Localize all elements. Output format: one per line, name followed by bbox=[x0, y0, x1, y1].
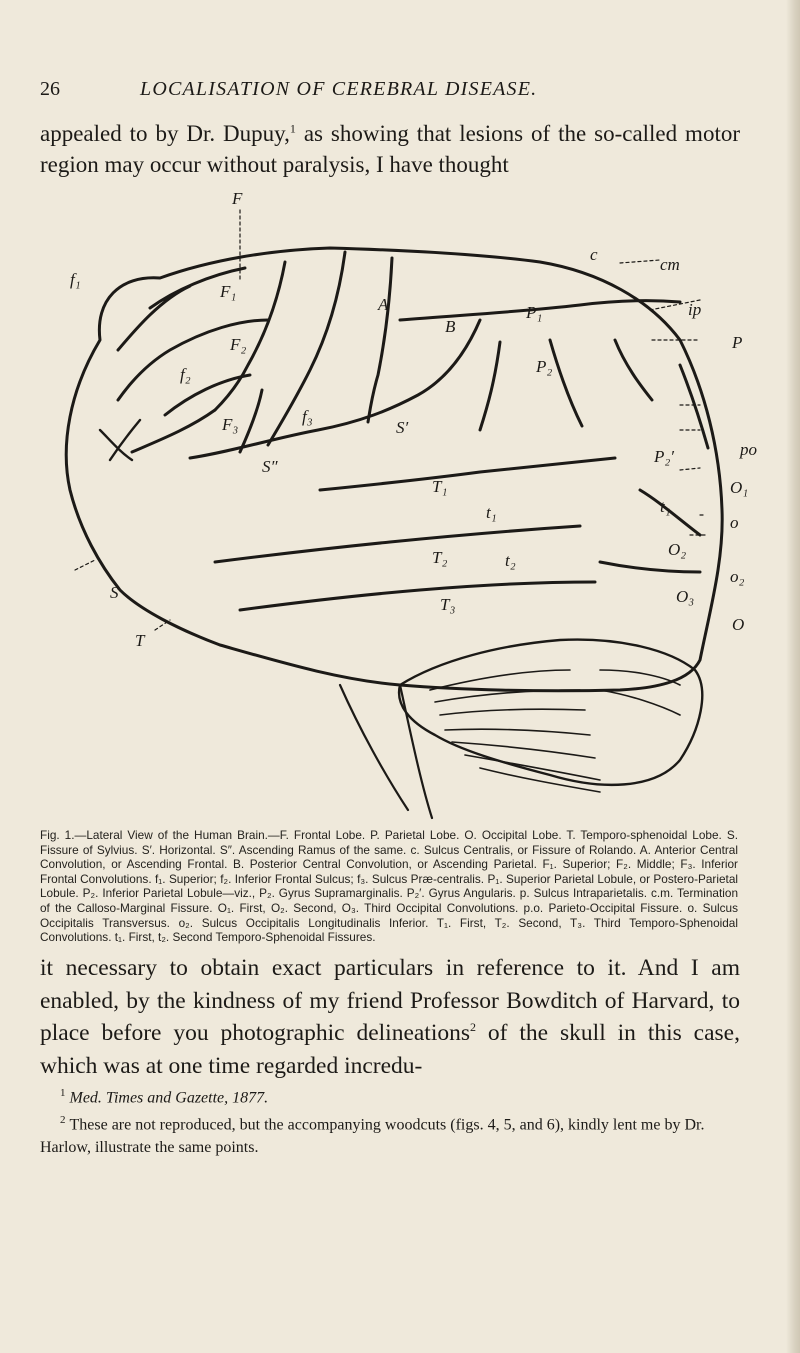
label-F1: F₁ bbox=[220, 282, 237, 301]
label-T1: T₁ bbox=[432, 477, 448, 496]
label-O: O bbox=[732, 615, 745, 634]
footnote-1 bbox=[40, 1082, 740, 1109]
brain-outline bbox=[66, 248, 722, 691]
frontal-branch bbox=[100, 420, 140, 460]
brain-figure bbox=[40, 190, 770, 830]
first-temporal-fissure bbox=[320, 458, 615, 490]
footnote-1-text: Med. Times and Gazette, 1877. bbox=[69, 1089, 269, 1107]
page-edge bbox=[786, 0, 800, 1353]
footnote-ref-1: 1 bbox=[289, 121, 296, 136]
label-B: B bbox=[445, 317, 456, 336]
footnotes bbox=[40, 1082, 740, 1159]
label-O2: O₂ bbox=[668, 540, 687, 559]
third-temporal-line bbox=[240, 582, 595, 610]
footnote-2 bbox=[40, 1109, 740, 1158]
paragraph-top-text-a: appealed to by Dr. Dupuy, bbox=[40, 121, 290, 146]
label-c: c bbox=[590, 245, 598, 264]
parietal-branch-3 bbox=[615, 340, 652, 400]
running-title: LOCALISATION OF CEREBRAL DISEASE. bbox=[140, 78, 538, 100]
label-f3: f₃ bbox=[302, 407, 313, 426]
body-text-top bbox=[40, 118, 740, 180]
brain-diagram bbox=[40, 190, 770, 830]
postcentral-sulcus bbox=[368, 258, 392, 422]
label-O1: O₁ bbox=[730, 478, 749, 497]
paragraph-bottom-text-b: of the skull in this case, which was at one time regarded incredu- bbox=[40, 1020, 740, 1079]
label-t1-right: t₁ bbox=[660, 497, 671, 516]
label-S-dblprime: S″ bbox=[262, 457, 278, 476]
label-F3: F₃ bbox=[222, 415, 239, 434]
second-temporal-fissure bbox=[215, 526, 580, 562]
label-t1-left: t₁ bbox=[486, 503, 497, 522]
footnote-2-text: These are not reproduced, but the accompanying woodcuts (figs. 4, 5, and 6), kindly lent me by Dr. Harlow, illustrate the same points. bbox=[40, 1116, 705, 1156]
brain-stem bbox=[340, 685, 432, 818]
parieto-occipital-fissure bbox=[680, 365, 708, 448]
label-o: o bbox=[730, 513, 739, 532]
label-ip: ip bbox=[688, 300, 702, 319]
label-P1: P₁ bbox=[526, 303, 543, 322]
label-T: T bbox=[135, 631, 145, 650]
page-number: 26 bbox=[40, 78, 60, 100]
paragraph-top-text-b: as showing that lesions of the so-called motor region may occur without paralysis, I have thought bbox=[40, 121, 740, 177]
paragraph-bottom bbox=[40, 952, 740, 1082]
page-header bbox=[40, 78, 760, 108]
footnote-2-mark: 2 bbox=[60, 1114, 66, 1127]
footnote-1-mark: 1 bbox=[60, 1087, 66, 1099]
label-f1: f₁ bbox=[70, 270, 81, 289]
label-o2: o₂ bbox=[730, 567, 745, 586]
label-T3: T₃ bbox=[440, 595, 456, 614]
label-F2: F₂ bbox=[230, 335, 247, 354]
label-t2: t₂ bbox=[505, 551, 516, 570]
occipital-long-sulcus bbox=[600, 562, 700, 572]
label-S: S bbox=[110, 583, 119, 602]
cerebellum-outline bbox=[399, 640, 702, 785]
figure-labels bbox=[70, 190, 757, 650]
label-S-prime: S′ bbox=[396, 418, 409, 437]
paragraph-bottom-text-a: it necessary to obtain exact particulars in reference to it. And I am enabled, by the kindness of my friend Professor Bowditch of Harvard, to place before you photographic delineations bbox=[40, 955, 740, 1046]
body-text-bottom bbox=[40, 952, 740, 1082]
figure-caption: Fig. 1.—Lateral View of the Human Brain.—F. Frontal Lobe. P. Parietal Lobe. O. Occipital Lobe. T. Temporo-sphenoidal Lobe. S. Fissure of Sylvius. S′. Horizontal. S″. Ascending Ramus of the same. c. Sulcus Centralis, or Fissure of Rolando. A. Anterior Central Convolution, or Ascending Frontal. B. Posterior Central Convolution, or Ascending Parietal. F₁. Superior; F₂. Middle; F₃. Inferior Frontal Convolutions. f₁. Superior; f₂. Inferior Frontal Sulcus; f₃. Sulcus Præ-centralis. P₁. Superior Parietal Lobule, or Postero-Parietal Lobule. P₂. Inferior Parietal Lobule—viz., P₂. Gyrus Supramarginalis. P₂′. Gyrus Angularis. p. Sulcus Intraparietalis. c.m. Termination of the Calloso-Marginal Fissure. O₁. First, O₂. Second, O₃. Third Occipital Convolutions. p.o. Parieto-Occipital Fissure. o. Sulcus Occipitalis Transversus. o₂. Sulcus Occipitalis Longitudinalis Inferior. T₁. First, T₂. Second, T₃. Third Temporo-Sphenoidal Convolutions. t₁. First, t₂. Second Temporo-Sphenoidal Fissures. bbox=[40, 828, 738, 945]
paragraph-top bbox=[40, 118, 740, 180]
label-P2-prime: P₂′ bbox=[654, 447, 675, 466]
frontal-fissure-lower bbox=[132, 375, 250, 452]
label-P-right: P bbox=[732, 333, 743, 352]
inferior-frontal-sulcus bbox=[118, 320, 268, 400]
label-cm: cm bbox=[660, 255, 680, 274]
label-f2: f₂ bbox=[180, 365, 191, 384]
parietal-branch-2 bbox=[550, 340, 582, 426]
label-P2: P₂ bbox=[536, 357, 553, 376]
parietal-branch-1 bbox=[480, 342, 500, 430]
label-po: po bbox=[740, 440, 757, 459]
label-T2: T₂ bbox=[432, 548, 448, 567]
label-O3: O₃ bbox=[676, 587, 695, 606]
label-A: A bbox=[378, 295, 389, 314]
label-F-top: F bbox=[232, 190, 243, 208]
footnote-ref-2: 2 bbox=[470, 1020, 477, 1035]
